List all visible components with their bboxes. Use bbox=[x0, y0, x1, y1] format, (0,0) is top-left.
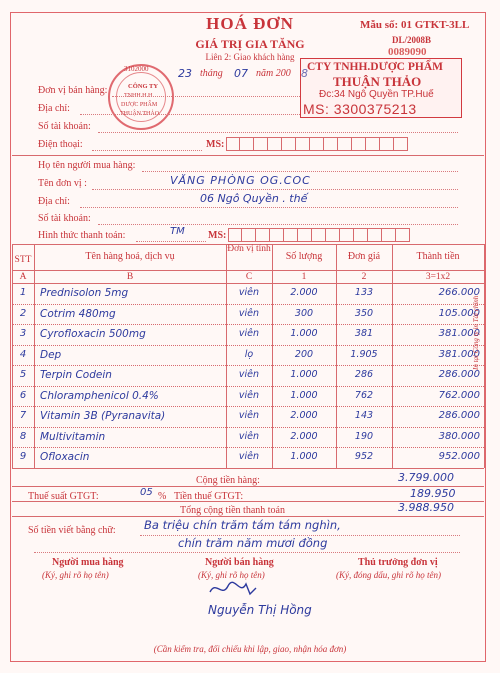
row-6-name: Chloramphenicol 0.4% bbox=[40, 390, 159, 402]
seller-phone-label: Điện thoại: bbox=[38, 139, 83, 150]
seller-signature-note: (Ký, ghi rõ họ tên) bbox=[198, 570, 265, 580]
row-2-unit: viên bbox=[238, 308, 260, 319]
seller-ms-label: MS: bbox=[206, 139, 225, 150]
form-number: Mẫu số: 01 GTKT-3LL bbox=[360, 19, 470, 31]
row-1-stt: 1 bbox=[19, 287, 27, 298]
vat-amount-label: Tiền thuế GTGT: bbox=[174, 491, 244, 502]
row-4-qty: 200 bbox=[294, 349, 314, 360]
col-header-stt: STT bbox=[14, 255, 32, 265]
row-5-stt: 5 bbox=[19, 369, 27, 380]
invoice-subtitle: GIÁ TRỊ GIA TĂNG bbox=[195, 37, 305, 51]
col-header-qty: Số lượng bbox=[285, 251, 323, 262]
row-8-name: Multivitamin bbox=[40, 431, 106, 443]
printer-side-text: In tại Công ty in Tài chính bbox=[472, 295, 480, 370]
row-3-qty: 1.000 bbox=[290, 328, 318, 339]
row-7-name: Vitamin 3B (Pyranavita) bbox=[40, 410, 166, 422]
row-1-name: Prednisolon 5mg bbox=[40, 287, 129, 299]
row-3-name: Cyrofloxacin 500mg bbox=[40, 328, 146, 340]
buyer-account-label: Số tài khoản: bbox=[38, 213, 91, 224]
code-unit: C bbox=[245, 272, 253, 282]
row-3-amount: 381.000 bbox=[438, 328, 480, 339]
row-7-amount: 286.000 bbox=[438, 410, 480, 421]
seller-signature-name: Nguyễn Thị Hồng bbox=[208, 603, 312, 617]
goods-total-value: 3.799.000 bbox=[398, 471, 454, 484]
amount-in-words-line1: Ba triệu chín trăm tám tám nghìn, bbox=[144, 518, 341, 532]
vat-rate-unit: % bbox=[158, 491, 167, 502]
row-8-amount: 380.000 bbox=[438, 431, 480, 442]
col-header-name: Tên hàng hoá, dịch vụ bbox=[85, 251, 175, 262]
row-1-qty: 2.000 bbox=[290, 287, 318, 298]
row-4-stt: 4 bbox=[19, 349, 27, 360]
row-6-price: 762 bbox=[354, 390, 374, 401]
row-8-unit: viên bbox=[238, 431, 260, 442]
code-name: B bbox=[126, 272, 134, 282]
row-8-stt: 8 bbox=[19, 431, 27, 442]
row-6-unit: viên bbox=[238, 390, 260, 401]
col-header-price: Đơn giá bbox=[347, 251, 381, 262]
buyer-unit-label: Tên đơn vị : bbox=[38, 178, 87, 189]
code-stt: A bbox=[19, 272, 27, 282]
buyer-signature-note: (Ký, ghi rõ họ tên) bbox=[42, 570, 109, 580]
col-header-amount: Thành tiền bbox=[416, 251, 460, 262]
seal-top-text: 3102000 bbox=[124, 65, 149, 73]
row-4-unit: lọ bbox=[244, 349, 254, 360]
seller-signature-title: Người bán hàng bbox=[205, 557, 274, 568]
row-9-qty: 1.000 bbox=[290, 451, 318, 462]
date-day: 23 bbox=[178, 67, 192, 80]
date-month-label: tháng bbox=[200, 68, 223, 79]
serial-label: DL/2008B bbox=[392, 35, 432, 45]
serial-number: 0089090 bbox=[388, 46, 427, 58]
grand-total-label: Tổng cộng tiền thanh toán bbox=[180, 505, 285, 516]
row-1-amount: 266.000 bbox=[438, 287, 480, 298]
row-6-stt: 6 bbox=[19, 390, 27, 401]
goods-total-label: Cộng tiền hàng: bbox=[196, 475, 260, 486]
footer-note: (Cần kiểm tra, đối chiếu khi lập, giao, nhận hóa đơn) bbox=[153, 644, 347, 654]
row-7-unit: viên bbox=[238, 410, 260, 421]
vat-rate-value: 05 bbox=[140, 487, 153, 498]
row-5-unit: viên bbox=[238, 369, 260, 380]
date-year-label: năm 200 bbox=[256, 68, 291, 79]
row-5-name: Terpin Codein bbox=[40, 369, 112, 381]
date-month: 07 bbox=[234, 67, 248, 80]
row-9-name: Ofloxacin bbox=[40, 451, 90, 463]
seller-signature-scribble bbox=[206, 578, 266, 600]
seal-line4: THUẬN THẢO bbox=[120, 111, 160, 117]
stamp-company-line1: CTY TNHH.DƯỢC PHẨM bbox=[307, 61, 443, 73]
seller-address-label: Địa chỉ: bbox=[38, 103, 70, 114]
row-1-unit: viên bbox=[238, 287, 260, 298]
head-signature-title: Thủ trưởng đơn vị bbox=[358, 557, 438, 568]
row-6-qty: 1.000 bbox=[290, 390, 318, 401]
seal-line2: TNHH.H.H bbox=[124, 93, 153, 99]
buyer-address-value: 06 Ngô Quyền . thế bbox=[200, 192, 308, 205]
row-2-price: 350 bbox=[354, 308, 374, 319]
buyer-unit-value: VĂNG PHÒNG OG.COC bbox=[170, 174, 311, 187]
row-5-price: 286 bbox=[354, 369, 374, 380]
stamp-tax-code: MS: 3300375213 bbox=[303, 101, 417, 117]
row-4-price: 1.905 bbox=[350, 349, 378, 360]
code-qty: 1 bbox=[301, 272, 307, 282]
buyer-payment-label: Hình thức thanh toán: bbox=[38, 230, 126, 241]
row-7-stt: 7 bbox=[19, 410, 27, 421]
seller-ms-boxes bbox=[226, 137, 408, 151]
vat-rate-label: Thuế suất GTGT: bbox=[28, 491, 99, 502]
col-header-unit: Đơn vị tính bbox=[227, 244, 271, 254]
row-9-unit: viên bbox=[238, 451, 260, 462]
row-7-price: 143 bbox=[354, 410, 374, 421]
buyer-ms-label: MS: bbox=[208, 230, 227, 241]
row-2-qty: 300 bbox=[294, 308, 314, 319]
code-amount: 3=1x2 bbox=[425, 272, 451, 282]
row-9-stt: 9 bbox=[19, 451, 27, 462]
row-4-amount: 381.000 bbox=[438, 349, 480, 360]
row-8-qty: 2.000 bbox=[290, 431, 318, 442]
row-2-amount: 105.000 bbox=[438, 308, 480, 319]
row-3-stt: 3 bbox=[19, 328, 27, 339]
seller-account-label: Số tài khoản: bbox=[38, 121, 91, 132]
grand-total-value: 3.988.950 bbox=[398, 501, 454, 514]
buyer-signature-title: Người mua hàng bbox=[52, 557, 124, 568]
row-3-unit: viên bbox=[238, 328, 260, 339]
row-5-amount: 286.000 bbox=[438, 369, 480, 380]
buyer-address-label: Địa chỉ: bbox=[38, 196, 70, 207]
row-2-name: Cotrim 480mg bbox=[40, 308, 116, 320]
date-year: 8 bbox=[301, 67, 308, 80]
buyer-ms-boxes bbox=[228, 228, 410, 242]
row-7-qty: 2.000 bbox=[290, 410, 318, 421]
row-3-price: 381 bbox=[354, 328, 374, 339]
invoice-copy-label: Liên 2: Giao khách hàng bbox=[205, 52, 295, 62]
vat-amount-value: 189.950 bbox=[410, 487, 456, 500]
seal-line3: DƯỢC PHẨM bbox=[121, 102, 158, 108]
stamp-address: Đc:34 Ngô Quyền TP.Huế bbox=[319, 89, 434, 100]
row-6-amount: 762.000 bbox=[438, 390, 480, 401]
row-5-qty: 1.000 bbox=[290, 369, 318, 380]
row-4-name: Dep bbox=[40, 349, 62, 361]
buyer-payment-value: TM bbox=[170, 226, 185, 237]
row-9-amount: 952.000 bbox=[438, 451, 480, 462]
row-9-price: 952 bbox=[354, 451, 374, 462]
row-1-price: 133 bbox=[354, 287, 374, 298]
buyer-name-label: Họ tên người mua hàng: bbox=[38, 160, 136, 171]
amount-in-words-label: Số tiền viết bằng chữ: bbox=[28, 525, 116, 536]
seal-line1: CÔNG TY bbox=[128, 83, 159, 90]
head-signature-note: (Ký, đóng dấu, ghi rõ họ tên) bbox=[336, 570, 441, 580]
code-price: 2 bbox=[361, 272, 367, 282]
row-2-stt: 2 bbox=[19, 308, 27, 319]
company-stamp bbox=[300, 58, 462, 118]
stamp-company-line2: THUẬN THẢO bbox=[333, 74, 422, 89]
amount-in-words-line2: chín trăm năm mươi đồng bbox=[178, 536, 328, 550]
invoice-title: HOÁ ĐƠN bbox=[206, 14, 294, 33]
row-8-price: 190 bbox=[354, 431, 374, 442]
seller-unit-label: Đơn vị bán hàng: bbox=[38, 85, 108, 96]
